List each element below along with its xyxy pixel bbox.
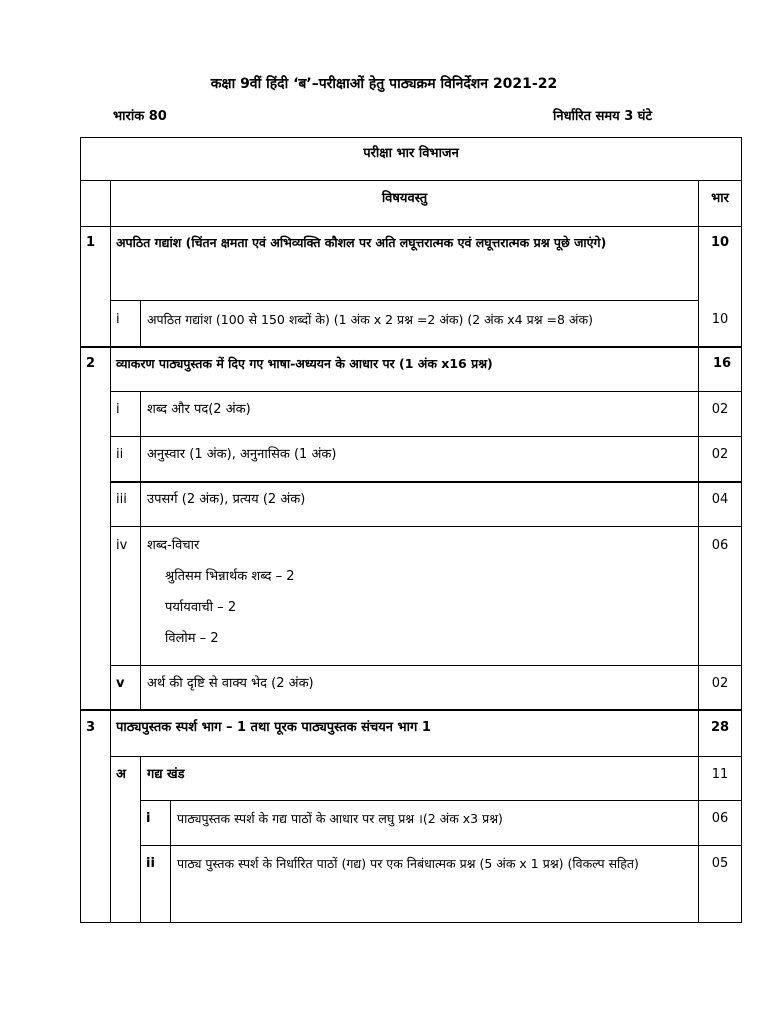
row-divider: [111, 391, 742, 392]
subsection-weight: 11: [711, 767, 729, 782]
item-weight: 10: [711, 312, 729, 327]
item-label: ii: [146, 856, 155, 871]
item-weight: 05: [711, 856, 729, 871]
row-divider: [140, 800, 742, 801]
item-text: उपसर्ग (2 अंक), प्रत्यय (2 अंक): [147, 492, 306, 507]
sub-item-text: विलोम – 2: [165, 631, 219, 646]
table-caption: परीक्षा भार विभाजन: [363, 146, 459, 161]
column-divider: [170, 800, 171, 923]
item-label: i: [116, 312, 120, 327]
item-weight: 06: [711, 811, 729, 826]
item-text: अनुस्वार (1 अंक), अनुनासिक (1 अंक): [147, 447, 337, 462]
row-divider: [111, 526, 742, 527]
section-weight: 10: [710, 235, 730, 250]
row-divider: [111, 665, 742, 666]
item-label: v: [116, 676, 125, 691]
item-weight: 02: [711, 676, 729, 691]
section-number: 1: [86, 235, 96, 250]
row-divider: [80, 226, 742, 227]
item-label: iii: [116, 492, 127, 507]
time-allowed: निर्धारित समय 3 घंटे: [553, 109, 652, 124]
sub-item-text: पर्यायवाची – 2: [165, 600, 237, 615]
section-weight: 16: [712, 356, 732, 371]
column-divider: [140, 300, 141, 346]
item-label: ii: [116, 447, 124, 462]
column-header-weight: भार: [711, 191, 729, 206]
item-weight: 02: [711, 447, 729, 462]
column-divider: [140, 391, 141, 709]
section-weight: 28: [710, 720, 730, 735]
item-text: शब्द-विचार: [147, 538, 200, 553]
column-header-content: विषयवस्तु: [381, 191, 428, 206]
item-text: अर्थ की दृष्टि से वाक्य भेद (2 अंक): [147, 676, 314, 691]
item-label: i: [146, 811, 151, 826]
item-text: पाठ्यपुस्तक स्पर्श के गद्य पाठों के आधार पर लघु प्रश्न ।(2 अंक x3 प्रश्न): [177, 811, 503, 826]
item-text: शब्द और पद(2 अंक): [147, 402, 251, 417]
row-divider: [111, 436, 742, 437]
row-divider: [140, 845, 742, 846]
row-divider: [80, 709, 742, 711]
item-text: पाठ्य पुस्तक स्पर्श के निर्धारित पाठों (गद्य) पर एक निबंधात्मक प्रश्न (5 अंक x 1 प्रश्न) (विकल्प सहित): [177, 856, 639, 871]
item-label: i: [116, 402, 120, 417]
sub-item-text: श्रुतिसम भिन्नार्थक शब्द – 2: [165, 569, 295, 584]
item-weight: 04: [711, 492, 729, 507]
section-title: व्याकरण पाठ्यपुस्तक में दिए गए भाषा-अध्ययन के आधार पर (1 अंक x16 प्रश्न): [116, 356, 493, 371]
document-title: कक्षा 9वीं हिंदी ‘ब’–परीक्षाओं हेतु पाठ्यक्रम विनिर्देशन 2021-22: [210, 76, 558, 92]
row-divider: [111, 300, 698, 301]
row-divider: [111, 756, 742, 757]
column-divider: [110, 180, 111, 923]
item-label: iv: [116, 538, 128, 553]
row-divider: [80, 180, 742, 181]
item-text: अपठित गद्यांश (100 से 150 शब्दों के) (1 अंक x 2 प्रश्न =2 अंक) (2 अंक x4 प्रश्न =8 अंक): [147, 312, 593, 327]
section-title: पाठ्यपुस्तक स्पर्श भाग – 1 तथा पूरक पाठ्यपुस्तक संचयन भाग 1: [116, 720, 431, 735]
subsection-title: गद्य खंड: [147, 767, 185, 782]
section-title: अपठित गद्यांश (चिंतन क्षमता एवं अभिव्यक्ति कौशल पर अति लघूत्तरात्मक एवं लघूत्तरात्मक प्रश्न पूछे जाएंगे): [116, 235, 607, 250]
column-divider: [140, 756, 141, 923]
section-number: 2: [86, 356, 96, 371]
subsection-label: अ: [116, 767, 126, 782]
section-number: 3: [86, 720, 96, 735]
total-marks: भारांक 80: [113, 109, 167, 124]
row-divider: [80, 346, 742, 348]
item-weight: 02: [711, 402, 729, 417]
row-divider: [111, 481, 742, 483]
item-weight: 06: [711, 538, 729, 553]
